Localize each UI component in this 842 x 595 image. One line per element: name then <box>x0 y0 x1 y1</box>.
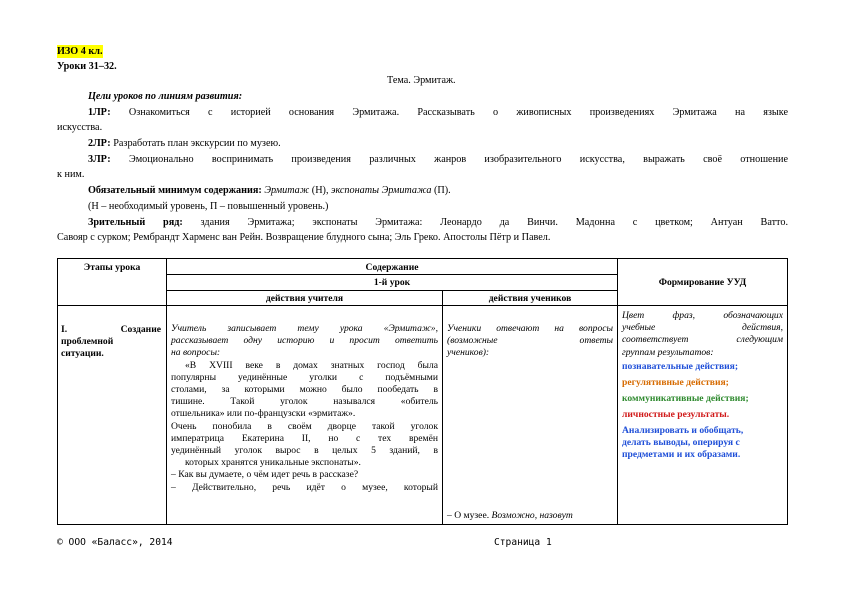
stage-line-1 <box>61 324 161 336</box>
students-cell <box>447 323 613 360</box>
teacher-line: императрица Екатерина II, но с тех времён <box>171 432 438 444</box>
uud-intro-line: Цвет фраз, обозначающих <box>622 310 783 321</box>
visual-row-cont: Савояр с сурком; Рембрандт Харменс ван Рейн. Возвращение блудного сына; Эль Греко. Апостолы Пётр и Павел. <box>57 232 551 243</box>
visual-row <box>88 216 788 229</box>
uud-intro-line: группам результатов: <box>622 346 714 358</box>
goal-lr2 <box>88 137 281 150</box>
uud-intro-line: учебные действия, <box>622 322 783 334</box>
teacher-line: популярны уединённые уголки с подъёмными <box>171 371 438 383</box>
stage-number: I. <box>61 324 68 335</box>
uud-communicative: коммуникативные действия; <box>622 393 749 405</box>
minimum-item-exhibits: экспонаты Эрмитажа <box>331 185 432 196</box>
lr1-label: 1ЛР: <box>88 107 111 118</box>
uud-tail-line: предметами и их образами. <box>622 449 741 461</box>
minimum-label: Обязательный минимум содержания: <box>88 185 262 196</box>
header-stages: Этапы урока <box>83 262 141 273</box>
uud-tail-line: делать выводы, оперируя с <box>622 436 740 448</box>
uud-tail-line: Анализировать и обобщать, <box>622 424 744 436</box>
minimum-item-hermitage: Эрмитаж <box>264 185 310 196</box>
teacher-line: на вопросы: <box>171 347 221 359</box>
teacher-line: отшельника» или по-французски «эрмитаж». <box>171 408 356 420</box>
teacher-line: которых хранятся уникальные экспонаты». <box>185 457 361 469</box>
header-lesson: 1-й урок <box>373 277 411 288</box>
lr2-label: 2ЛР: <box>88 138 111 149</box>
footer-copyright: © ООО «Баласс», 2014 <box>57 537 173 548</box>
uud-cell <box>622 310 783 461</box>
student-line: (возможные ответы <box>447 335 613 347</box>
uud-cognitive: познавательные действия; <box>622 360 739 372</box>
teacher-line: столами, за которыми можно было пообедать в <box>171 384 438 396</box>
student-answer-italic: Возможно, назовут <box>491 510 573 521</box>
header-uud: Формирование УУД <box>658 277 747 288</box>
teacher-line: – Как вы думаете, о чём идет речь в рассказе? <box>171 469 359 481</box>
teacher-line: уединённый уголок вырос в целых 5 зданий, в <box>171 445 438 457</box>
visual-label: Зрительный ряд: <box>88 217 183 228</box>
lr2-text: Разработать план экскурсии по музею. <box>113 138 281 149</box>
student-line: учеников): <box>447 347 490 359</box>
lessons-label: Уроки 31–32. <box>57 61 117 72</box>
teacher-line: Учитель записывает тему урока «Эрмитаж», <box>171 323 438 334</box>
levels-note: (Н – необходимый уровень, П – повышенный уровень.) <box>88 201 329 212</box>
header-teacher: действия учителя <box>265 293 344 304</box>
goal-lr1-cont: искусства. <box>57 122 103 133</box>
teacher-cell <box>171 323 438 494</box>
lr3-text: Эмоционально воспринимать произведения различных жанров изобразительного искусства, выражать своё отношение <box>128 154 788 165</box>
student-answer-plain: – О музее. <box>447 510 492 521</box>
lr1-text: Ознакомиться с историей основания Эрмитажа. Рассказывать о живописных произведениях Эрмитажа на языке <box>128 107 788 118</box>
goal-lr3 <box>88 153 788 166</box>
stage-line-3: ситуации. <box>61 348 104 360</box>
uud-regulatory: регулятивные действия; <box>622 377 729 389</box>
teacher-line: – Действительно, речь идёт о музее, который <box>171 481 438 493</box>
subject-label: ИЗО 4 кл. <box>57 46 103 57</box>
uud-personal: личностные результаты. <box>622 409 730 421</box>
uud-intro-line: соответствует следующим <box>622 334 783 346</box>
goal-lr3-cont: к ним. <box>57 169 85 180</box>
stage-word-1: Создание <box>120 324 161 335</box>
header-students: действия учеников <box>488 293 572 304</box>
student-answer <box>447 510 613 522</box>
minimum-mid1: (Н), <box>309 185 332 196</box>
goals-heading: Цели уроков по линиям развития: <box>88 91 243 102</box>
stage-line-2: проблемной <box>61 336 114 348</box>
teacher-line: «В XVIII веке в домах знатных господ была <box>185 359 438 371</box>
teacher-line: тишине. Такой уголок назывался «обитель <box>171 396 438 408</box>
teacher-line: рассказывает одну историю и просит ответить <box>171 335 438 347</box>
stage-cell <box>61 324 161 361</box>
topic-title: Тема. Эрмитаж. <box>387 75 456 86</box>
minimum-content <box>88 184 451 197</box>
header-content: Содержание <box>365 262 419 273</box>
minimum-mid2: (П). <box>431 185 451 196</box>
lr3-label: 3ЛР: <box>88 154 111 165</box>
footer-page-number: Страница 1 <box>494 537 552 548</box>
visual-text: здания Эрмитажа; экспонаты Эрмитажа: Леонардо да Винчи. Мадонна с цветком; Антуан Ватто. <box>182 217 788 228</box>
goal-lr1 <box>88 106 788 119</box>
teacher-line: Очень понобила в своём дворце такой уголок <box>171 420 438 432</box>
student-line: Ученики отвечают на вопросы <box>447 323 613 334</box>
